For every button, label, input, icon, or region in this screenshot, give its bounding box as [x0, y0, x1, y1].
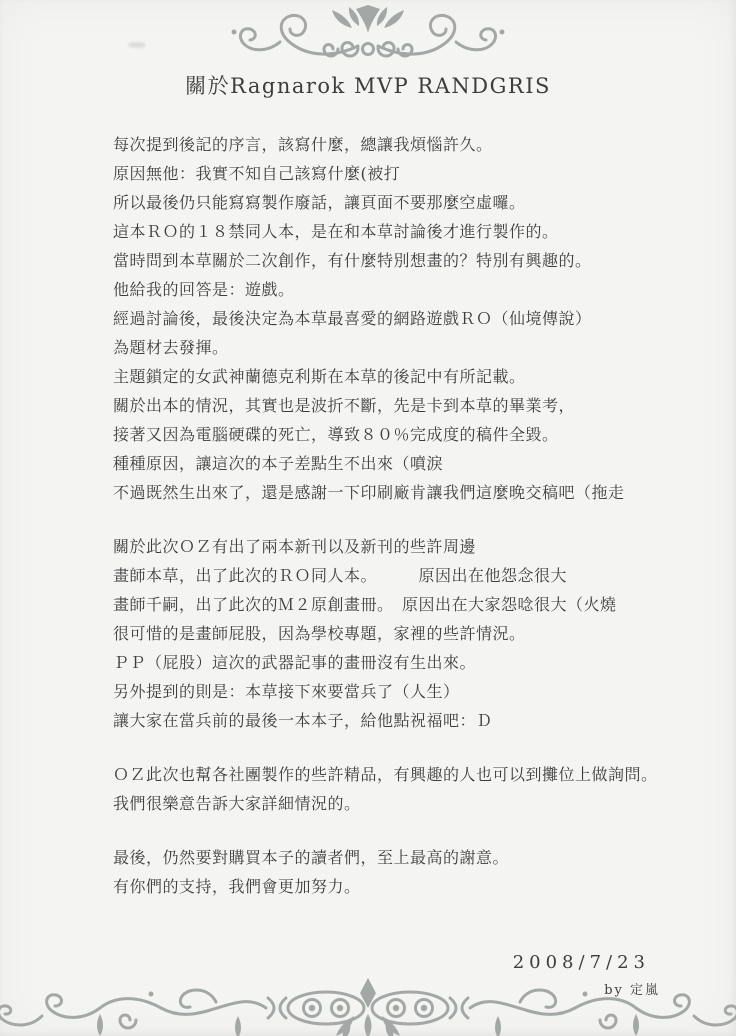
text-line: 接著又因為電腦硬碟的死亡，導致８０％完成度的稿件全毀。 [113, 425, 559, 444]
text-line: 畫師本草，出了此次的ＲＯ同人本。 原因出在他怨念很大 [113, 566, 568, 585]
text-line: 每次提到後記的序言，該寫什麼，總讓我煩惱許久。 [113, 135, 493, 154]
afterword-text [113, 130, 696, 901]
scan-smudge [128, 42, 146, 48]
text-line: 原因無他：我實不知自己該寫什麼(被打 [113, 164, 401, 183]
paragraph-section [113, 843, 696, 901]
text-line: 經過討論後，最後決定為本草最喜愛的網路遊戲ＲＯ（仙境傳說） [113, 309, 592, 328]
text-line: 另外提到的則是：本草接下來要當兵了（人生） [113, 682, 460, 701]
text-line: 關於此次ＯＺ有出了兩本新刊以及新刊的些許周邊 [113, 537, 477, 556]
text-line: 他給我的回答是：遊戲。 [113, 280, 295, 299]
text-line: 當時問到本草關於二次創作，有什麼特別想畫的？特別有興趣的。 [113, 251, 592, 270]
text-line: 最後，仍然要對購買本子的讀者們，至上最高的謝意。 [113, 848, 510, 867]
text-line: 我們很樂意告訴大家詳細情況的。 [113, 794, 361, 813]
page-title: 關於Ragnarok MVP RANDGRIS [185, 74, 551, 98]
text-line: 這本ＲＯ的１８禁同人本，是在和本草討論後才進行製作的。 [113, 222, 559, 241]
text-line: ＯＺ此次也幫各社團製作的些許精品，有興趣的人也可以到攤位上做詢問。 [113, 765, 658, 784]
text-line: 關於出本的情況，其實也是波折不斷，先是卡到本草的畢業考， [113, 396, 576, 415]
author-byline: by 定嵐 [604, 983, 660, 998]
text-line: 讓大家在當兵前的最後一本本子，給他點祝福吧：Ｄ [113, 711, 493, 730]
text-line: 主題鎖定的女武神蘭德克利斯在本草的後記中有所記載。 [113, 367, 526, 386]
paragraph-section [113, 760, 696, 818]
paragraph-section [113, 532, 696, 735]
text-line: 不過既然生出來了，還是感謝一下印刷廠肯讓我們這麼晚交稿吧（拖走 [113, 483, 625, 502]
date-text: 2008/7/23 [512, 952, 650, 973]
top-flourish-icon [228, 2, 508, 60]
text-line: 畫師千嗣，出了此次的Ｍ２原創畫冊。 原因出在大家怨唸很大（火燒 [113, 595, 617, 614]
text-line: ＰＰ（屁股）這次的武器記事的畫冊沒有生出來。 [113, 653, 477, 672]
text-line: 有你們的支持，我們會更加努力。 [113, 877, 361, 896]
text-line: 所以最後仍只能寫寫製作廢話，讓頁面不要那麼空虛囉。 [113, 193, 526, 212]
paragraph-section [113, 130, 696, 507]
text-line: 為題材去發揮。 [113, 338, 229, 357]
text-line: 很可惜的是畫師屁股，因為學校專題，家裡的些許情況。 [113, 624, 526, 643]
text-line: 種種原因，讓這次的本子差點生不出來（噴淚 [113, 454, 444, 473]
